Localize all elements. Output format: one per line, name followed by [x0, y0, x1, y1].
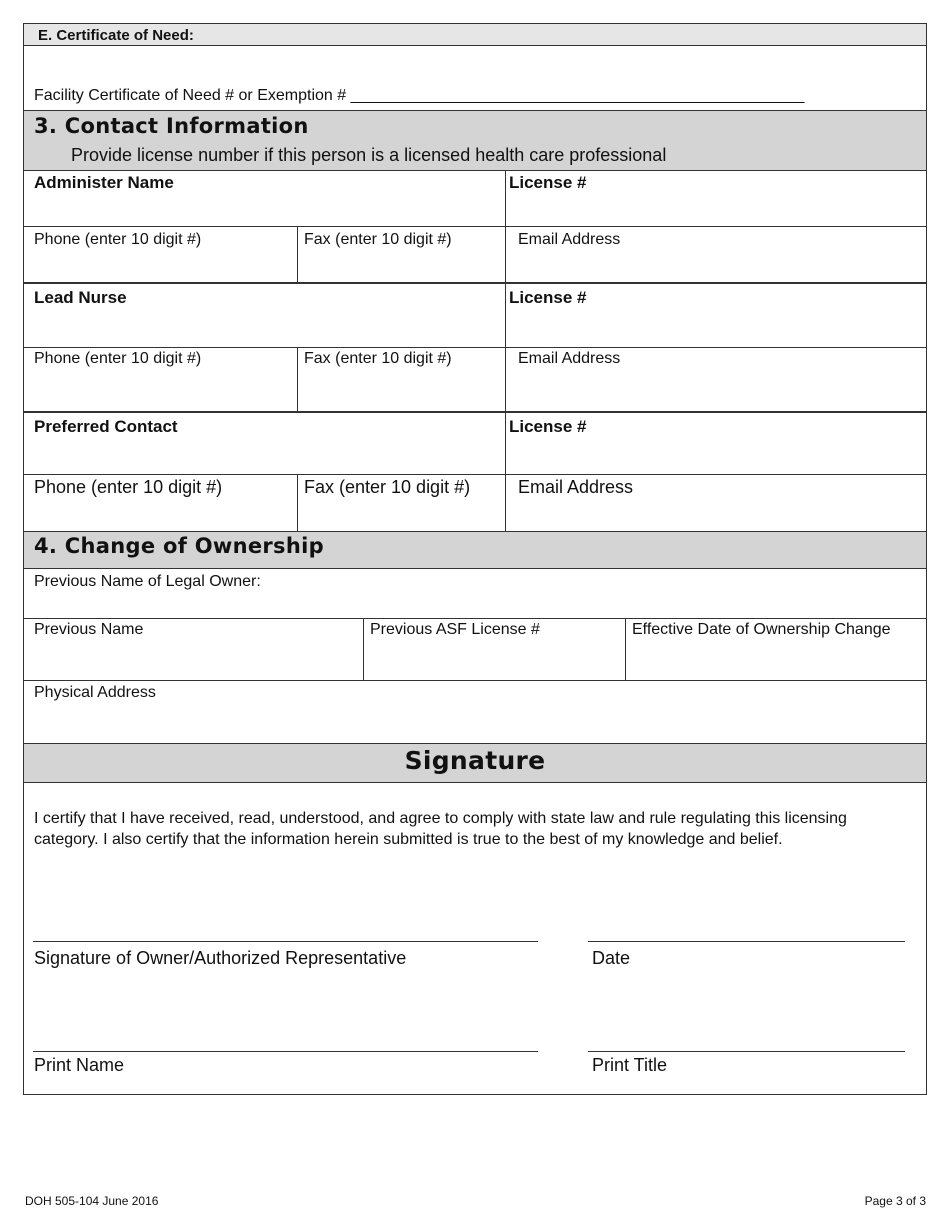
print-title-field[interactable]: [588, 1015, 905, 1051]
nurse-phone-field[interactable]: [24, 348, 296, 410]
prev-legal-owner-label: Previous Name of Legal Owner:: [34, 573, 261, 590]
preferred-license-label: License #: [509, 417, 587, 436]
nurse-fax-label: Fax (enter 10 digit #): [304, 350, 452, 367]
effective-date-field[interactable]: [626, 619, 926, 679]
section-e-title: E. Certificate of Need:: [38, 27, 194, 44]
physical-address-field[interactable]: [24, 681, 926, 743]
date-label: Date: [592, 948, 631, 968]
page-number: Page 3 of 3: [864, 1194, 926, 1208]
nurse-license-label: License #: [509, 288, 587, 307]
preferred-name-label: Preferred Contact: [34, 417, 178, 436]
effective-date-label: Effective Date of Ownership Change: [632, 621, 891, 638]
divider: [23, 782, 927, 783]
prev-legal-owner-field[interactable]: [24, 569, 926, 618]
preferred-phone-field[interactable]: [24, 475, 296, 530]
prev-asf-label: Previous ASF License #: [370, 621, 540, 638]
nurse-phone-label: Phone (enter 10 digit #): [34, 350, 202, 367]
date-field[interactable]: [588, 905, 905, 941]
nurse-email-label: Email Address: [518, 350, 621, 367]
preferred-fax-label: Fax (enter 10 digit #): [304, 477, 471, 497]
contact-section-title: 3. Contact Information: [34, 114, 309, 138]
nurse-name-field[interactable]: [24, 284, 504, 347]
administer-name-field[interactable]: [24, 171, 504, 225]
con-label: Facility Certificate of Need # or Exemption # ___________________________________________________: [34, 87, 805, 104]
owner-signature-field[interactable]: [33, 905, 538, 941]
print-title-line: [588, 1051, 905, 1052]
preferred-phone-label: Phone (enter 10 digit #): [34, 477, 223, 497]
administer-phone-field[interactable]: [24, 227, 296, 281]
nurse-email-field[interactable]: [506, 348, 926, 410]
print-title-label: Print Title: [592, 1055, 668, 1075]
preferred-email-label: Email Address: [518, 477, 634, 497]
administer-name-label: Administer Name: [34, 173, 174, 192]
physical-address-label: Physical Address: [34, 684, 156, 701]
administer-license-field[interactable]: [506, 171, 926, 225]
divider: [23, 45, 927, 46]
prev-name-label: Previous Name: [34, 621, 144, 638]
administer-phone-label: Phone (enter 10 digit #): [34, 231, 202, 248]
contact-subtitle: Provide license number if this person is a licensed health care professional: [71, 145, 667, 165]
nurse-fax-field[interactable]: [298, 348, 504, 410]
nurse-license-field[interactable]: [506, 284, 926, 347]
signature-section-title: Signature: [404, 746, 546, 775]
preferred-license-field[interactable]: [506, 413, 926, 474]
preferred-fax-field[interactable]: [298, 475, 504, 530]
administer-email-label: Email Address: [518, 231, 621, 248]
certify-text-line-2: category. I also certify that the information herein submitted is true to the best of my knowledge and belief.: [34, 831, 783, 848]
administer-fax-label: Fax (enter 10 digit #): [304, 231, 452, 248]
form-id: DOH 505-104 June 2016: [25, 1194, 159, 1208]
administer-email-field[interactable]: [506, 227, 926, 281]
administer-license-label: License #: [509, 173, 587, 192]
prev-asf-field[interactable]: [364, 619, 624, 679]
signature-line: [33, 941, 538, 942]
print-name-line: [33, 1051, 538, 1052]
preferred-name-field[interactable]: [24, 413, 504, 474]
certify-text-line-1: I certify that I have received, read, understood, and agree to comply with state law and rule regulating this licensing: [34, 810, 847, 827]
con-number-field[interactable]: [372, 82, 837, 106]
owner-signature-label: Signature of Owner/Authorized Representative: [34, 948, 407, 968]
print-name-label: Print Name: [34, 1055, 125, 1075]
nurse-name-label: Lead Nurse: [34, 288, 127, 307]
print-name-field[interactable]: [33, 1015, 538, 1051]
preferred-email-field[interactable]: [506, 475, 926, 530]
prev-name-field[interactable]: [24, 619, 362, 679]
date-line: [588, 941, 905, 942]
administer-fax-field[interactable]: [298, 227, 504, 281]
ownership-section-title: 4. Change of Ownership: [34, 534, 324, 558]
